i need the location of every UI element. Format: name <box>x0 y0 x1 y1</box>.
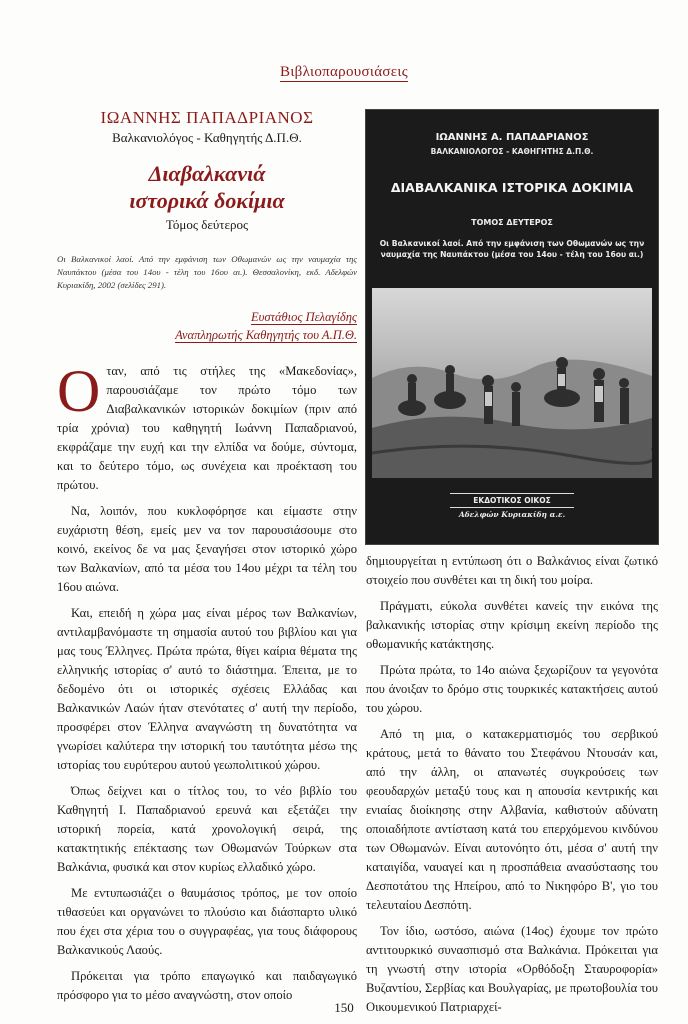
paragraph: Πρόκειται για τρόπο επαγωγικό και παιδαγωγικό πρόσφορο για το μέσο αναγνώστη, στον οποίο <box>57 969 357 1002</box>
paragraph-text: ταν, από τις στήλες της «Μακεδονίας», παρουσιάζαμε τον πρώτο τόμο των Διαβαλκανικών ιστορικών δοκιμίων (πριν από τρία χρόνια) του καθηγητή Ιωάννη Παπαδριανού, εκφράζαμε την ευχή και την ελπίδα να δούμε, σύντομα, και το δεύτερο τόμο, ως συνέχεια και προέκταση του πρώτου. <box>57 364 357 492</box>
paragraph: Με εντυπωσιάζει ο θαυμάσιος τρόπος, με τον οποίο τιθασεύει και οργανώνει το πλούσιο και διάσπαρτο υλικό που έχει στα χέρια του ο συγγραφέας, για τους διάφορους Βαλκανικούς Λαούς. <box>57 886 357 957</box>
drop-cap: Ο <box>57 358 101 424</box>
cover-subtitle: ΒΑΛΚΑΝΙΟΛΟΓΟΣ - ΚΑΘΗΓΗΤΗΣ Δ.Π.Θ. <box>430 147 594 156</box>
author-title: Βαλκανιολόγος - Καθηγητής Δ.Π.Θ. <box>112 130 302 145</box>
right-body-text <box>366 552 658 1017</box>
book-cover <box>366 110 658 544</box>
reviewer-title: Αναπληρωτής Καθηγητής του Α.Π.Θ. <box>175 328 357 342</box>
paragraph: Πράγματι, εύκολα συνθέτει κανείς την εικόνα της βαλκανικής ιστορίας στην κρίσιμη εκείνη περίοδο της οθωμανικής κατάκτησης. <box>366 599 658 651</box>
book-title-line1: Διαβαλκανιά <box>148 161 266 186</box>
cover-author: ΙΩΑΝΝΗΣ Α. ΠΑΠΑΔΡΙΑΝΟΣ <box>435 132 589 143</box>
cover-volume: ΤΟΜΟΣ ΔΕΥΤΕΡΟΣ <box>471 218 553 227</box>
paragraph: Να, λοιπόν, που κυκλοφόρησε και είμαστε στην ευχάριστη θέση, εμείς μεν να τον παρουσιάσουμε στο κοινό, εκείνος δε να μας ξεναγήσει στον ιστορικό χώρο των Βαλκανίων, από τα μέσα του 14ου μέχρι τα τέλη του 16ου αιώνα. <box>57 504 357 594</box>
paragraph: Από τη μια, ο κατακερματισμός του σερβικού κράτους, μετά το θάνατο του Στεφάνου Ντουσάν και, από την άλλη, οι απανωτές συγκρούσεις των φεουδαρχών μεταξύ τους και η απουσία κεντρικής και ενιαίας διοίκησης στην Αλβανία, καθιστούν αδύνατη οποιαδήποτε αντίσταση κατά του επερχόμενου κινδύνου των Οθωμανών. Είναι αυτονόητο ότι, μέσα σ' αυτή την καταιγίδα, ναυαγεί και η προσπάθεια ανασύστασης του Δεσποτάτου της Ηπείρου, από το Νικηφόρο Β', γιο του τελευταίου Δεσπότη. <box>366 727 658 912</box>
paragraph <box>57 358 357 495</box>
right-column <box>366 552 658 1024</box>
reviewer-name: Ευστάθιος Πελαγίδης <box>250 310 357 324</box>
section-header: Βιβλιοπαρουσιάσεις <box>280 64 408 80</box>
paragraph: Και, επειδή η χώρα μας είναι μέρος των Βαλκανίων, αντιλαμβανόμαστε τη σημασία αυτού του βιβλίου και για μας τους Έλληνες. Πρώτα πρώτα, θίγει καίρια θέματα της ελληνικής ιστορίας σ' αυτό το διάστημα. Έπειτα, με το δεδομένο ότι οι ιστορικές σχέσεις Ελλάδας και Βαλκανικών Λαών ήταν στενότατες σ' αυτή την περίοδο, προσφέρει στον Έλληνα αναγνώστη τη δυνατότητα να γνωρίσει καλύτερα την ιστορική του ταυτότητα μέσω της ιστορίας του ευρύτερου αυτού γεωπολιτικού χώρου. <box>57 606 357 772</box>
left-column <box>57 108 357 1012</box>
book-title-line2: ιστορικά δοκίμια <box>129 188 285 213</box>
cover-painting <box>372 288 652 478</box>
page-number: 150 <box>334 1000 354 1015</box>
cover-description: Οι Βαλκανικοί λαοί. Από την εμφάνιση των Οθωμανών ως την ναυμαχία της Ναυπάκτου (μέσα του 14ου - τέλη του 16ου αι.) <box>379 239 645 259</box>
paragraph: Τον ίδιο, ωστόσο, αιώνα (14ος) έχουμε τον πρώτο αντιτουρκικό συνασπισμό στα Βαλκάνια. Πρόκειται για τη γνωστή στην ιστορία «Ορθόδοξη Σταυροφορία» Βυζαντίου, Σερβίας και Βουλγαρίας, με πρωτοβουλία του Οικουμενικού Πατριαρχεί- <box>366 924 658 1014</box>
paragraph: Πρώτα πρώτα, το 14ο αιώνα ξεχωρίζουν τα γεγονότα που άνοιξαν το δρόμο στις τουρκικές κατακτήσεις αυτού του χώρου. <box>366 663 658 715</box>
author-name: ΙΩΑΝΝΗΣ ΠΑΠΑΔΡΙΑΝΟΣ <box>100 108 314 127</box>
cover-title: ΔΙΑΒΑΛΚΑΝΙΚΑ ΙΣΤΟΡΙΚΑ ΔΟΚΙΜΙΑ <box>390 180 634 195</box>
book-title <box>57 160 357 214</box>
left-body-text <box>57 358 357 1005</box>
bibliographic-info: Οι Βαλκανικοί λαοί. Από την εμφάνιση των Οθωμανών ως την ναυμαχία της Ναυπάκτου (μέσα του 14ου - τέλη του 16ου αι.). Θεσσαλονίκη, εκδ. Αδελφών Κυριακίδη, 2002 (σελίδες 291). <box>57 254 357 290</box>
paragraph: Όπως δείχνει και ο τίτλος του, το νέο βιβλίο του Καθηγητή Ι. Παπαδριανού ερευνά και εξετάζει την ιστορική πορεία, κατά χρονολογική σειρά, της κατακτητικής επέκτασης των Οθωμανών Τούρκων στα Βαλκάνια, φυσικά και στον κυρίως ελλαδικό χώρο. <box>57 784 357 874</box>
cover-publisher-name: Αδελφών Κυριακίδη α.ε. <box>458 510 566 519</box>
reviewer-block <box>57 308 357 344</box>
paragraph: δημιουργείται η εντύπωση ότι ο Βαλκάνιος είναι ζωτικό στοιχείο που συνθέτει και τη δική του μοίρα. <box>366 554 658 587</box>
cover-publisher: ΕΚΔΟΤΙΚΟΣ ΟΙΚΟΣ <box>450 493 574 508</box>
book-volume: Τόμος δεύτερος <box>165 217 249 232</box>
